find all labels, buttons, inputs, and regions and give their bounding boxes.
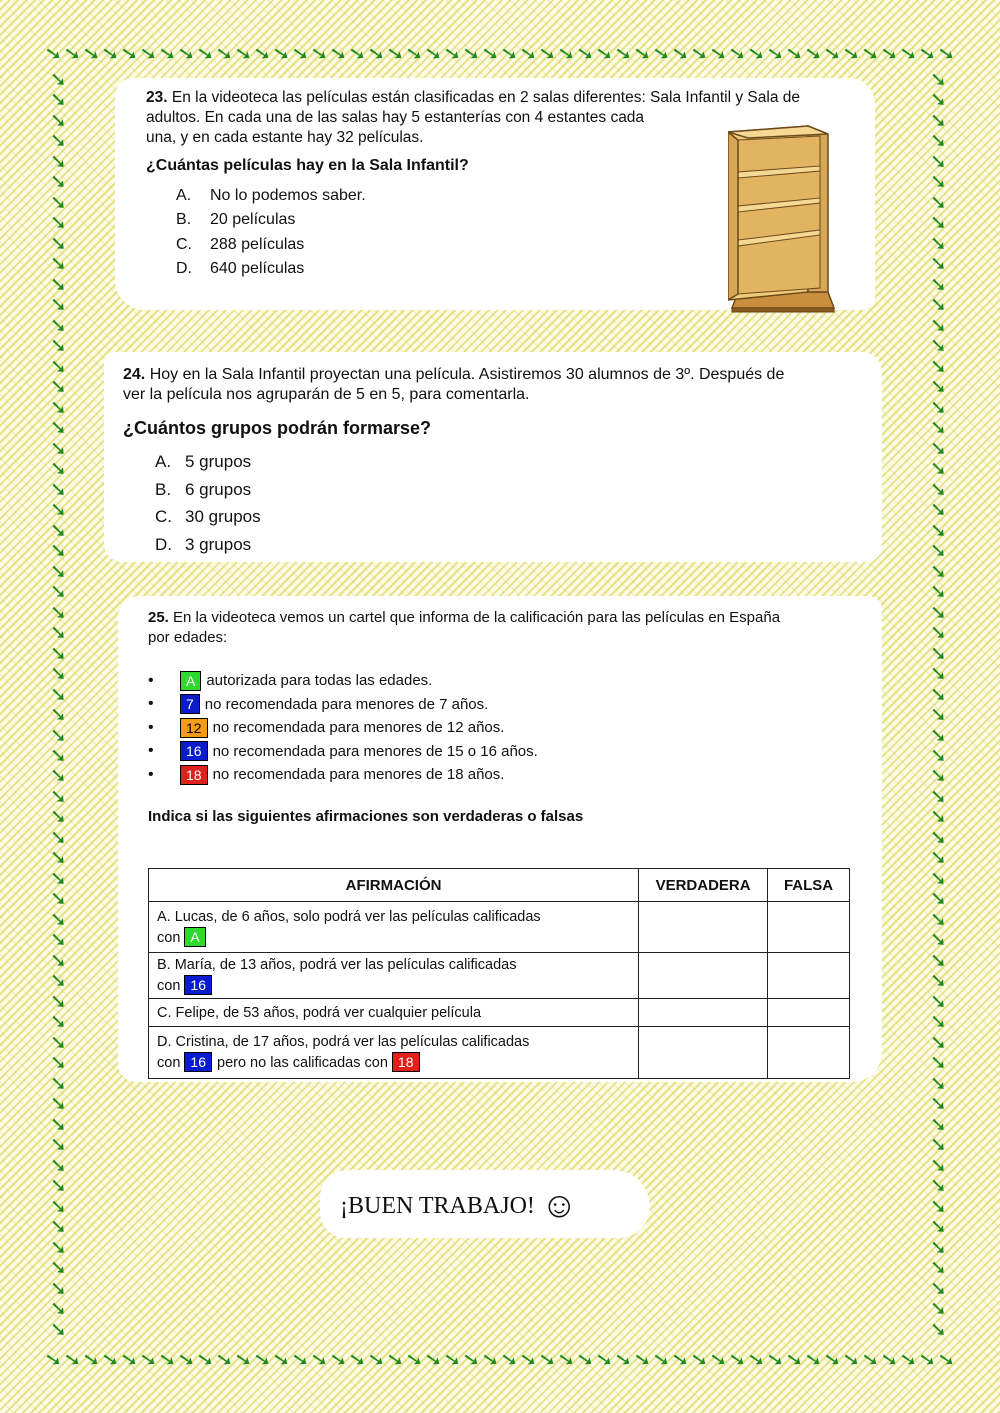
smiley-icon: ☺ [540,1185,578,1225]
border-arrow-icon: ➘ [930,724,947,747]
border-arrow-icon: ➘ [898,41,919,67]
border-arrow-icon: ➘ [613,1347,634,1373]
border-arrow-icon: ➘ [803,41,824,67]
border-arrow-icon: ➘ [50,109,67,132]
statement-c: C. Felipe, de 53 años, podrá ver cualquier película [149,999,639,1027]
border-arrow-icon: ➘ [50,519,67,542]
border-arrow-icon: ➘ [461,41,482,67]
border-arrow-icon: ➘ [879,1347,900,1373]
border-arrow-icon: ➘ [930,1154,947,1177]
border-arrow-icon: ➘ [347,1347,368,1373]
statement-b-false-cell[interactable] [768,953,850,999]
border-arrow-icon: ➘ [930,622,947,645]
border-arrow-icon: ➘ [822,1347,843,1373]
border-arrow-icon: ➘ [930,540,947,563]
border-arrow-icon: ➘ [50,1195,67,1218]
border-arrow-icon: ➘ [930,560,947,583]
border-arrow-icon: ➘ [930,704,947,727]
border-arrow-icon: ➘ [930,847,947,870]
border-arrow-icon: ➘ [50,970,67,993]
table-row [149,999,850,1027]
border-arrow-icon: ➘ [62,41,83,67]
border-arrow-icon: ➘ [50,867,67,890]
border-arrow-icon: ➘ [43,41,64,67]
border-arrow-icon: ➘ [328,41,349,67]
rating-list [148,669,538,787]
border-arrow-icon: ➘ [765,41,786,67]
border-arrow-icon: ➘ [366,1347,387,1373]
border-right [930,70,947,1340]
border-arrow-icon: ➘ [43,1347,64,1373]
border-arrow-icon: ➘ [930,171,947,194]
border-arrow-icon: ➘ [50,376,67,399]
statement-b-true-cell[interactable] [639,953,768,999]
border-arrow-icon: ➘ [917,1347,938,1373]
border-arrow-icon: ➘ [930,1216,947,1239]
bookshelf-illustration [728,122,838,314]
border-arrow-icon: ➘ [309,41,330,67]
border-arrow-icon: ➘ [50,1134,67,1157]
border-arrow-icon: ➘ [930,1298,947,1321]
border-arrow-icon: ➘ [575,1347,596,1373]
header-afirmacion: AFIRMACIÓN [149,869,639,902]
border-arrow-icon: ➘ [195,1347,216,1373]
border-arrow-icon: ➘ [822,41,843,67]
border-arrow-icon: ➘ [252,41,273,67]
border-arrow-icon: ➘ [50,191,67,214]
border-arrow-icon: ➘ [50,212,67,235]
border-arrow-icon: ➘ [50,89,67,112]
border-arrow-icon: ➘ [366,41,387,67]
border-arrow-icon: ➘ [841,41,862,67]
border-arrow-icon: ➘ [930,929,947,952]
border-arrow-icon: ➘ [50,171,67,194]
border-arrow-icon: ➘ [930,1113,947,1136]
statement-b: B. María, de 13 años, podrá ver las películas calificadas con 16 [149,953,639,999]
border-arrow-icon: ➘ [670,41,691,67]
border-arrow-icon: ➘ [423,1347,444,1373]
border-arrow-icon: ➘ [879,41,900,67]
header-falsa: FALSA [768,869,850,902]
border-arrow-icon: ➘ [575,41,596,67]
border-arrow-icon: ➘ [119,1347,140,1373]
border-arrow-icon: ➘ [930,888,947,911]
border-arrow-icon: ➘ [50,458,67,481]
border-arrow-icon: ➘ [50,663,67,686]
border-arrow-icon: ➘ [50,1216,67,1239]
border-arrow-icon: ➘ [50,642,67,665]
border-arrow-icon: ➘ [50,253,67,276]
border-arrow-icon: ➘ [537,1347,558,1373]
q23-text: 23. En la videoteca las películas están clasificadas en 2 salas diferentes: Sala Infantil y Sala de adultos. En cada una de las salas hay 5 estanterías con 4 estantes cada una, y en cada estante hay 32 películas. [146,89,800,146]
border-arrow-icon: ➘ [50,1277,67,1300]
border-arrow-icon: ➘ [930,191,947,214]
border-arrow-icon: ➘ [100,1347,121,1373]
border-arrow-icon: ➘ [138,1347,159,1373]
border-arrow-icon: ➘ [930,1236,947,1259]
border-arrow-icon: ➘ [651,41,672,67]
border-arrow-icon: ➘ [930,908,947,931]
border-arrow-icon: ➘ [119,41,140,67]
border-arrow-icon: ➘ [50,601,67,624]
border-arrow-icon: ➘ [271,41,292,67]
border-arrow-icon: ➘ [50,1052,67,1075]
statement-c-false-cell[interactable] [768,999,850,1027]
border-arrow-icon: ➘ [50,130,67,153]
border-arrow-icon: ➘ [50,335,67,358]
border-arrow-icon: ➘ [537,41,558,67]
border-arrow-icon: ➘ [290,1347,311,1373]
border-arrow-icon: ➘ [50,683,67,706]
border-arrow-icon: ➘ [930,1093,947,1116]
border-arrow-icon: ➘ [50,785,67,808]
border-arrow-icon: ➘ [930,867,947,890]
border-arrow-icon: ➘ [930,130,947,153]
instruction-text: Indica si las siguientes afirmaciones son verdaderas o falsas [148,808,584,825]
border-arrow-icon: ➘ [50,1318,67,1341]
border-arrow-icon: ➘ [50,1093,67,1116]
border-arrow-icon: ➘ [930,1175,947,1198]
border-arrow-icon: ➘ [930,601,947,624]
border-arrow-icon: ➘ [930,1195,947,1218]
border-arrow-icon: ➘ [930,826,947,849]
q23-question: ¿Cuántas películas hay en la Sala Infantil? [146,157,469,174]
q24-option-b[interactable]: B. 6 grupos [155,480,252,499]
border-arrow-icon: ➘ [195,41,216,67]
border-arrow-icon: ➘ [930,294,947,317]
border-arrow-icon: ➘ [385,41,406,67]
border-arrow-icon: ➘ [930,744,947,767]
border-arrow-icon: ➘ [930,437,947,460]
border-arrow-icon: ➘ [50,949,67,972]
border-arrow-icon: ➘ [50,273,67,296]
border-arrow-icon: ➘ [62,1347,83,1373]
border-arrow-icon: ➘ [81,1347,102,1373]
border-arrow-icon: ➘ [860,1347,881,1373]
border-arrow-icon: ➘ [50,396,67,419]
border-arrow-icon: ➘ [860,41,881,67]
border-bottom [43,1347,957,1373]
border-arrow-icon: ➘ [50,1298,67,1321]
rating-badge-a: A [180,671,201,691]
border-arrow-icon: ➘ [689,41,710,67]
rating-badge-a: A [184,927,205,947]
border-arrow-icon: ➘ [803,1347,824,1373]
border-arrow-icon: ➘ [176,1347,197,1373]
border-arrow-icon: ➘ [930,1052,947,1075]
statement-a-true-cell[interactable] [639,902,768,953]
border-arrow-icon: ➘ [518,1347,539,1373]
border-arrow-icon: ➘ [404,41,425,67]
q24-text: 24. Hoy en la Sala Infantil proyectan una película. Asistiremos 30 alumnos de 3º. Después de ver la película nos agruparán de 5 en 5, para comentarla. [123,366,785,403]
border-arrow-icon: ➘ [233,1347,254,1373]
rating-item-12: • 12 no recomendada para menores de 12 años. [148,718,505,737]
border-arrow-icon: ➘ [252,1347,273,1373]
border-arrow-icon: ➘ [930,150,947,173]
border-arrow-icon: ➘ [518,41,539,67]
rating-badge-12: 12 [180,718,208,738]
border-arrow-icon: ➘ [632,41,653,67]
border-arrow-icon: ➘ [930,89,947,112]
border-arrow-icon: ➘ [594,41,615,67]
table-header-row [149,869,850,902]
border-arrow-icon: ➘ [100,41,121,67]
border-arrow-icon: ➘ [214,1347,235,1373]
border-arrow-icon: ➘ [930,1318,947,1341]
border-arrow-icon: ➘ [930,69,947,91]
border-arrow-icon: ➘ [50,355,67,378]
border-arrow-icon: ➘ [480,1347,501,1373]
border-arrow-icon: ➘ [157,1347,178,1373]
table-row [149,1027,850,1079]
border-arrow-icon: ➘ [930,990,947,1013]
border-arrow-icon: ➘ [50,1175,67,1198]
border-arrow-icon: ➘ [930,785,947,808]
border-arrow-icon: ➘ [50,806,67,829]
border-arrow-icon: ➘ [708,1347,729,1373]
rating-badge-16: 16 [180,741,208,761]
border-arrow-icon: ➘ [930,806,947,829]
q23-option-c[interactable]: C. 288 películas [176,236,305,253]
q24-number: 24. [123,366,146,383]
rating-badge-18: 18 [392,1052,420,1072]
border-arrow-icon: ➘ [290,41,311,67]
border-arrow-icon: ➘ [404,1347,425,1373]
q23-option-b[interactable]: B. 20 películas [176,211,296,228]
border-arrow-icon: ➘ [930,253,947,276]
border-arrow-icon: ➘ [936,41,957,67]
border-left [50,70,67,1340]
border-arrow-icon: ➘ [233,41,254,67]
statement-a: A. Lucas, de 6 años, solo podrá ver las películas calificadas con A [149,902,639,953]
border-arrow-icon: ➘ [898,1347,919,1373]
border-arrow-icon: ➘ [347,41,368,67]
border-arrow-icon: ➘ [930,663,947,686]
border-arrow-icon: ➘ [50,1154,67,1177]
statement-d: D. Cristina, de 17 años, podrá ver las películas calificadas con 16 pero no las calificadas con 18 [149,1027,639,1079]
border-arrow-icon: ➘ [556,41,577,67]
border-arrow-icon: ➘ [727,1347,748,1373]
border-arrow-icon: ➘ [309,1347,330,1373]
border-arrow-icon: ➘ [930,212,947,235]
border-arrow-icon: ➘ [50,908,67,931]
q24-option-a[interactable]: A. 5 grupos [155,452,252,471]
rating-badge-18: 18 [180,765,208,785]
rating-badge-16: 16 [184,975,212,995]
header-verdadera: VERDADERA [639,869,768,902]
border-arrow-icon: ➘ [50,499,67,522]
border-arrow-icon: ➘ [50,314,67,337]
rating-item-7: • 7 no recomendada para menores de 7 años. [148,695,489,713]
border-arrow-icon: ➘ [917,41,938,67]
border-arrow-icon: ➘ [50,704,67,727]
border-arrow-icon: ➘ [746,41,767,67]
border-arrow-icon: ➘ [50,581,67,604]
border-arrow-icon: ➘ [50,417,67,440]
border-arrow-icon: ➘ [930,355,947,378]
border-arrow-icon: ➘ [50,437,67,460]
border-arrow-icon: ➘ [50,294,67,317]
statement-d-true-cell[interactable] [639,1027,768,1079]
border-arrow-icon: ➘ [50,826,67,849]
closing-message: ¡BUEN TRABAJO! ☺ [340,1185,578,1225]
border-arrow-icon: ➘ [784,41,805,67]
border-arrow-icon: ➘ [930,1277,947,1300]
border-arrow-icon: ➘ [930,1031,947,1054]
border-arrow-icon: ➘ [930,458,947,481]
border-arrow-icon: ➘ [50,929,67,952]
border-arrow-icon: ➘ [50,69,67,91]
border-arrow-icon: ➘ [271,1347,292,1373]
border-arrow-icon: ➘ [50,1113,67,1136]
border-arrow-icon: ➘ [499,41,520,67]
rating-badge-7: 7 [180,694,200,714]
border-arrow-icon: ➘ [50,540,67,563]
border-arrow-icon: ➘ [689,1347,710,1373]
border-arrow-icon: ➘ [930,478,947,501]
border-arrow-icon: ➘ [50,990,67,1013]
q25-number: 25. [148,609,169,626]
border-arrow-icon: ➘ [930,499,947,522]
rating-badge-16: 16 [184,1052,212,1072]
border-arrow-icon: ➘ [936,1347,957,1373]
border-arrow-icon: ➘ [727,41,748,67]
border-arrow-icon: ➘ [50,1031,67,1054]
rating-item-16: • 16 no recomendada para menores de 15 o 16 años. [148,742,538,760]
q23-option-d[interactable]: D. 640 películas [176,260,305,277]
border-arrow-icon: ➘ [50,1072,67,1095]
border-arrow-icon: ➘ [930,581,947,604]
statement-d-false-cell[interactable] [768,1027,850,1079]
border-arrow-icon: ➘ [746,1347,767,1373]
border-arrow-icon: ➘ [708,41,729,67]
border-arrow-icon: ➘ [651,1347,672,1373]
rating-item-18: • 18 no recomendada para menores de 18 años. [148,765,505,784]
statement-c-true-cell[interactable] [639,999,768,1027]
q23-option-a[interactable]: A. No lo podemos saber. [176,187,366,204]
q23-number: 23. [146,89,168,106]
table-row [149,953,850,999]
border-arrow-icon: ➘ [50,1011,67,1034]
border-arrow-icon: ➘ [50,724,67,747]
border-arrow-icon: ➘ [50,1257,67,1280]
border-arrow-icon: ➘ [841,1347,862,1373]
border-arrow-icon: ➘ [930,970,947,993]
q25-text: 25. En la videoteca vemos un cartel que informa de la calificación para las películas en España por edades: [148,609,781,646]
border-arrow-icon: ➘ [594,1347,615,1373]
border-arrow-icon: ➘ [176,41,197,67]
border-arrow-icon: ➘ [50,888,67,911]
border-arrow-icon: ➘ [930,1011,947,1034]
border-arrow-icon: ➘ [784,1347,805,1373]
border-arrow-icon: ➘ [556,1347,577,1373]
border-arrow-icon: ➘ [930,642,947,665]
border-top [43,41,957,67]
border-arrow-icon: ➘ [930,949,947,972]
border-arrow-icon: ➘ [50,150,67,173]
border-arrow-icon: ➘ [214,41,235,67]
rating-item-a: • A autorizada para todas las edades. [148,671,433,690]
border-arrow-icon: ➘ [632,1347,653,1373]
border-arrow-icon: ➘ [930,376,947,399]
border-arrow-icon: ➘ [930,335,947,358]
q24-option-d[interactable]: D. 3 grupos [155,535,252,554]
border-arrow-icon: ➘ [157,41,178,67]
border-arrow-icon: ➘ [499,1347,520,1373]
border-arrow-icon: ➘ [50,765,67,788]
border-arrow-icon: ➘ [480,41,501,67]
border-arrow-icon: ➘ [930,273,947,296]
statement-a-false-cell[interactable] [768,902,850,953]
border-arrow-icon: ➘ [385,1347,406,1373]
border-arrow-icon: ➘ [50,1236,67,1259]
q24-question: ¿Cuántos grupos podrán formarse? [123,418,432,438]
border-arrow-icon: ➘ [50,622,67,645]
statements-table [148,868,850,1079]
border-arrow-icon: ➘ [423,41,444,67]
border-arrow-icon: ➘ [50,744,67,767]
table-row [149,902,850,953]
border-arrow-icon: ➘ [930,519,947,542]
border-arrow-icon: ➘ [930,417,947,440]
border-arrow-icon: ➘ [765,1347,786,1373]
border-arrow-icon: ➘ [930,314,947,337]
border-arrow-icon: ➘ [138,41,159,67]
border-arrow-icon: ➘ [670,1347,691,1373]
border-arrow-icon: ➘ [930,1134,947,1157]
border-arrow-icon: ➘ [613,41,634,67]
border-arrow-icon: ➘ [930,1072,947,1095]
border-arrow-icon: ➘ [81,41,102,67]
border-arrow-icon: ➘ [50,847,67,870]
border-arrow-icon: ➘ [930,396,947,419]
border-arrow-icon: ➘ [442,1347,463,1373]
q24-option-c[interactable]: C. 30 grupos [155,507,261,526]
border-arrow-icon: ➘ [930,765,947,788]
border-arrow-icon: ➘ [442,41,463,67]
border-arrow-icon: ➘ [930,1257,947,1280]
border-arrow-icon: ➘ [461,1347,482,1373]
border-arrow-icon: ➘ [50,478,67,501]
border-arrow-icon: ➘ [328,1347,349,1373]
border-arrow-icon: ➘ [930,683,947,706]
border-arrow-icon: ➘ [930,232,947,255]
border-arrow-icon: ➘ [930,109,947,132]
border-arrow-icon: ➘ [50,232,67,255]
border-arrow-icon: ➘ [50,560,67,583]
